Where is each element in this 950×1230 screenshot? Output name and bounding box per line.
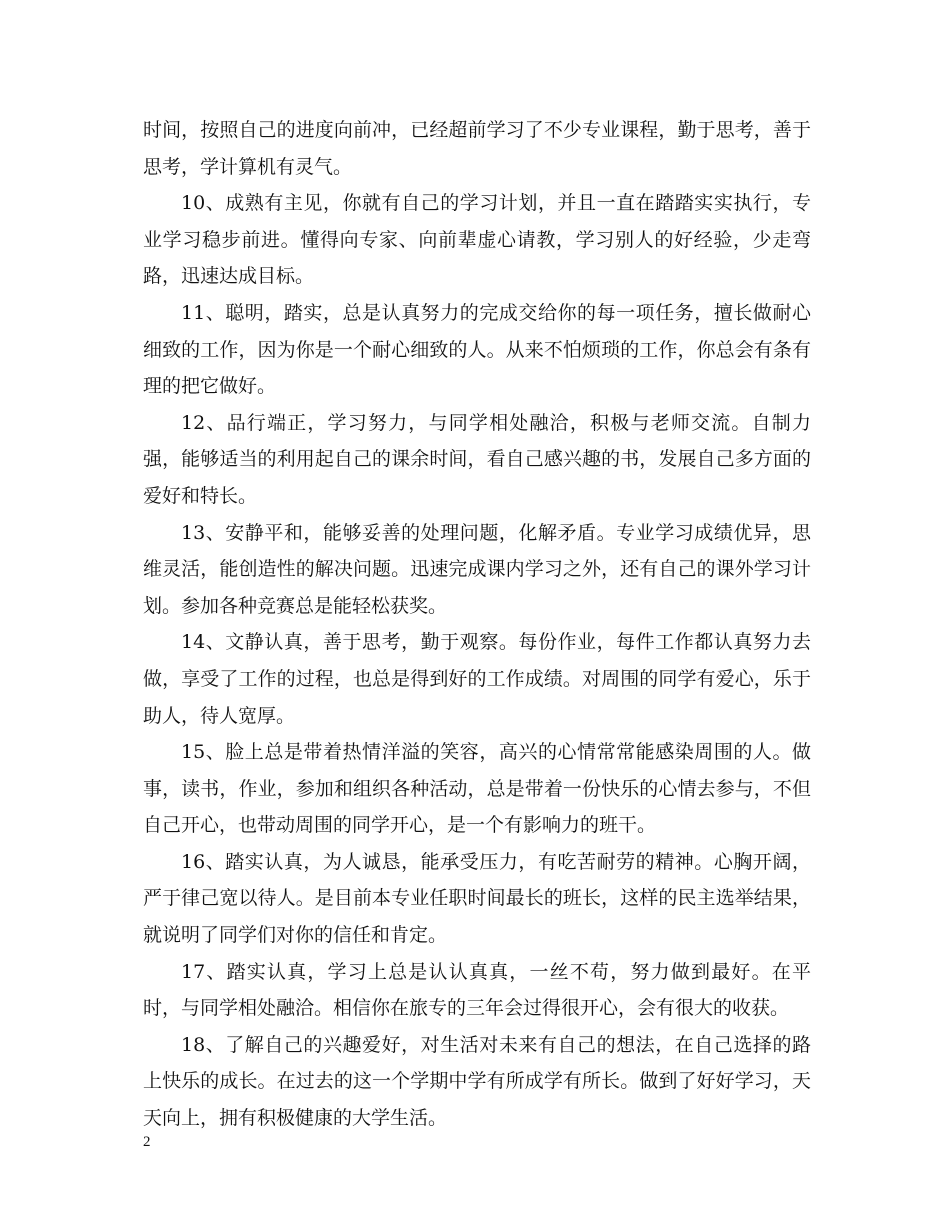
document-body bbox=[143, 112, 811, 1137]
paragraph-12: 12、品行端正，学习努力，与同学相处融洽，积极与老师交流。自制力强，能够适当的利用起自己的课余时间，看自己感兴趣的书，发展自己多方面的爱好和特长。 bbox=[143, 411, 811, 507]
page-number: 2 bbox=[143, 1134, 151, 1150]
paragraph-14: 14、文静认真，善于思考，勤于观察。每份作业，每件工作都认真努力去做，享受了工作的过程，也总是得到好的工作成绩。对周围的同学有爱心，乐于助人，待人宽厚。 bbox=[143, 631, 811, 727]
paragraph-16: 16、踏实认真，为人诚恳，能承受压力，有吃苦耐劳的精神。心胸开阔，严于律己宽以待人。是目前本专业任职时间最长的班长，这样的民主选举结果，就说明了同学们对你的信任和肯定。 bbox=[143, 850, 811, 947]
paragraph-13: 13、安静平和，能够妥善的处理问题，化解矛盾。专业学习成绩优异，思维灵活，能创造性的解决问题。迅速完成课内学习之外，还有自己的课外学习计划。参加各种竞赛总是能轻松获奖。 bbox=[143, 521, 811, 617]
paragraph-continuation: 时间，按照自己的进度向前冲，已经超前学习了不少专业课程，勤于思考，善于思考，学计算机有灵气。 bbox=[143, 119, 811, 178]
paragraph-18: 18、了解自己的兴趣爱好，对生活对未来有自己的想法，在自己选择的路上快乐的成长。在过去的这一个学期中学有所成学有所长。做到了好好学习，天天向上，拥有积极健康的大学生活。 bbox=[143, 1033, 811, 1130]
paragraph-15: 15、脸上总是带着热情洋溢的笑容，高兴的心情常常能感染周围的人。做事，读书，作业，参加和组织各种活动，总是带着一份快乐的心情去参与，不但自己开心，也带动周围的同学开心，是一个有影响力的班干。 bbox=[143, 741, 811, 837]
paragraph-10: 10、成熟有主见，你就有自己的学习计划，并且一直在踏踏实实执行，专业学习稳步前进。懂得向专家、向前辈虚心请教，学习别人的好经验，少走弯路，迅速达成目标。 bbox=[143, 192, 811, 288]
paragraph-11: 11、聪明，踏实，总是认真努力的完成交给你的每一项任务，擅长做耐心细致的工作，因为你是一个耐心细致的人。从来不怕烦琐的工作，你总会有条有理的把它做好。 bbox=[143, 301, 811, 398]
paragraph-17: 17、踏实认真，学习上总是认认真真，一丝不苟，努力做到最好。在平时，与同学相处融洽。相信你在旅专的三年会过得很开心，会有很大的收获。 bbox=[143, 960, 811, 1020]
